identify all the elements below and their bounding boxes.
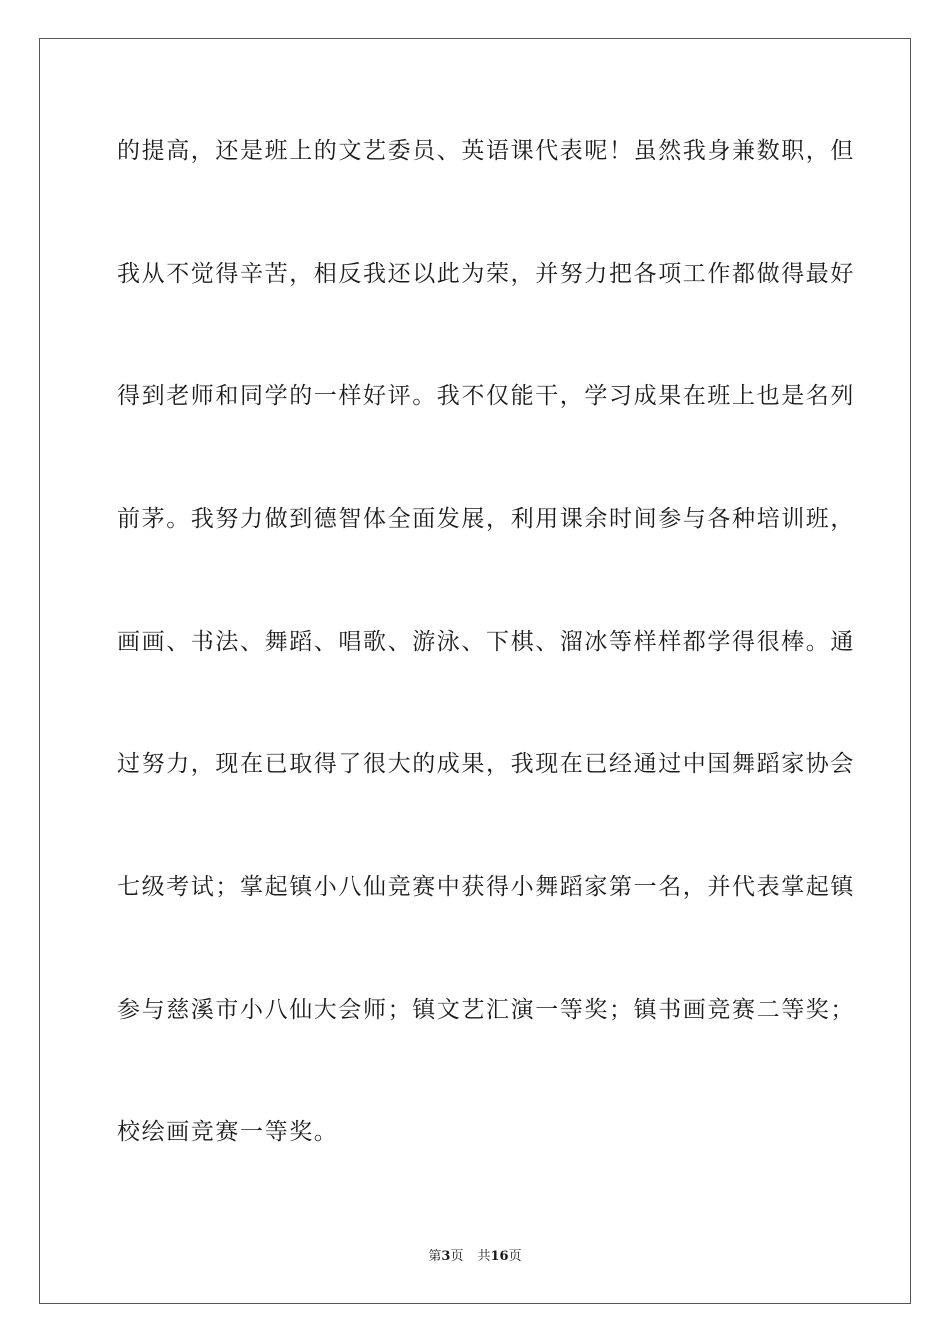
page-footer [0, 1248, 950, 1266]
body-text-line: 过努力，现在已取得了很大的成果，我现在已经通过中国舞蹈家协会 [117, 751, 855, 777]
page-prefix: 第 [428, 1249, 442, 1264]
page-suffix: 页 [450, 1249, 464, 1264]
body-text-line: 参与慈溪市小八仙大会师；镇文艺汇演一等奖；镇书画竞赛二等奖； [117, 997, 855, 1023]
body-text-line: 画画、书法、舞蹈、唱歌、游泳、下棋、溜冰等样样都学得很棒。通 [117, 629, 855, 655]
body-text-line: 得到老师和同学的一样好评。我不仅能干，学习成果在班上也是名列 [117, 383, 855, 409]
page-border [39, 38, 911, 1304]
body-text-line: 前茅。我努力做到德智体全面发展，利用课余时间参与各种培训班， [117, 506, 855, 532]
total-suffix: 页 [508, 1249, 522, 1264]
page-number: 3 [441, 1249, 451, 1264]
body-text-line: 我从不觉得辛苦，相反我还以此为荣，并努力把各项工作都做得最好 [117, 261, 855, 287]
total-prefix: 共 [477, 1249, 491, 1264]
total-pages: 16 [490, 1249, 509, 1264]
body-text-line-last: 校绘画竞赛一等奖。 [117, 1119, 339, 1145]
body-text-line: 七级考试；掌起镇小八仙竞赛中获得小舞蹈家第一名，并代表掌起镇 [117, 874, 855, 900]
body-text-line: 的提高，还是班上的文艺委员、英语课代表呢！虽然我身兼数职，但 [117, 138, 855, 164]
